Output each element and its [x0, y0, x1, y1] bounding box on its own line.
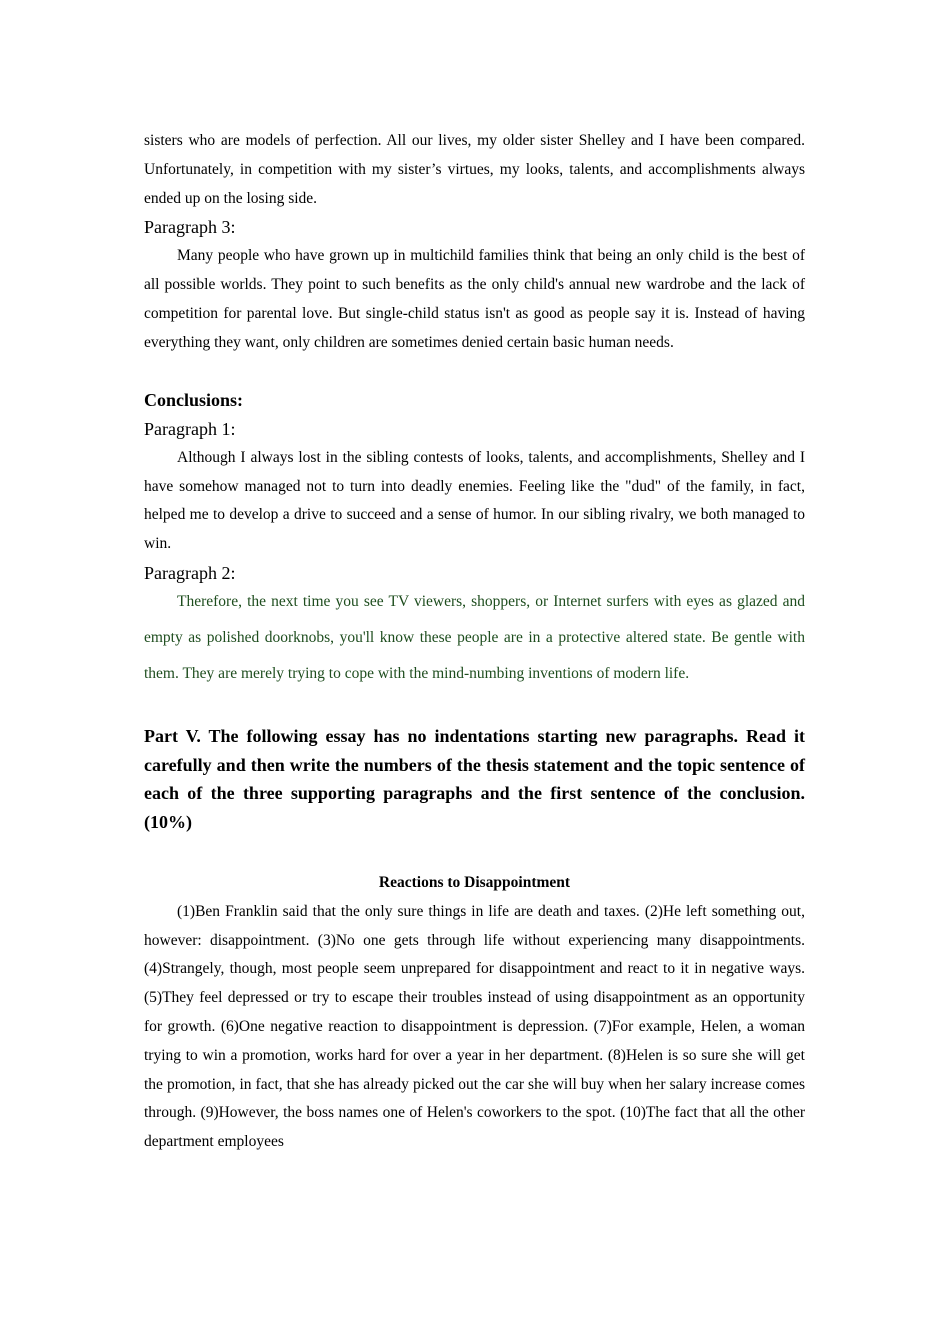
- paragraph-3-text: Many people who have grown up in multichild families think that being an only child is the best of all possible worlds. They point to such benefits as the only child's annual new wardrobe and the lack of competition for parental love. But single-child status isn't as good as people say it is. Instead of having everything they want, only children are sometimes denied certain basic human needs.: [144, 247, 805, 351]
- part-v-instructions: Part V. The following essay has no indentations starting new paragraphs. Read it carefully and then write the numbers of the thesis statement and the topic sentence of each of the three supporting paragraphs and the first sentence of the conclusion. (10%): [144, 725, 805, 833]
- conclusion-paragraph-1-label: Paragraph 1:: [144, 418, 236, 439]
- intro-continuation-text: sisters who are models of perfection. All our lives, my older sister Shelley and I have been compared. Unfortunately, in competition with my sister’s virtues, my looks, talents, and accomplishments always ended up on the losing side.: [144, 132, 805, 207]
- essay-title: Reactions to Disappointment: [378, 873, 571, 891]
- conclusion-paragraph-1-text: Although I always lost in the sibling contests of looks, talents, and accomplishments, Shelley and I have somehow managed not to turn into deadly enemies. Feeling like the "dud" of the family, in fact, helped me to develop a drive to succeed and a sense of humor. In our sibling rivalry, we both managed to win.: [144, 448, 805, 553]
- conclusions-heading: Conclusions:: [144, 390, 244, 411]
- conclusion-paragraph-2-label: Paragraph 2:: [144, 562, 236, 583]
- essay-text: (1)Ben Franklin said that the only sure things in life are death and taxes. (2)He left something out, however: disappointment. (3)No one gets through life without experiencing many disappointments. (4)Strangely, though, most people seem unprepared for disappointment and react to it in negative ways. (5)They feel depressed or try to escape their troubles instead of using disappointment as an opportunity for growth. (6)One negative reaction to disappointment is depression. (7)For example, Helen, a woman trying to win a promotion, works hard for over a year in her department. (8)Helen is so sure she will get the promotion, in fact, that she has already picked out the car she will buy when her salary increase comes through. (9)However, the boss names one of Helen's coworkers to the spot. (10)The fact that all the other department employees: [144, 902, 805, 1151]
- conclusion-paragraph-2-text: Therefore, the next time you see TV viewers, shoppers, or Internet surfers with eyes as glazed and empty as polished doorknobs, you'll know these people are in a protective altered state. Be gentle with them. They are merely trying to cope with the mind-numbing inventions of modern life.: [144, 592, 805, 682]
- document-page: [144, 127, 805, 1157]
- paragraph-3-label: Paragraph 3:: [144, 217, 236, 238]
- title-spacer: [144, 837, 805, 869]
- part-spacer: [144, 692, 805, 722]
- section-spacer: [144, 357, 805, 386]
